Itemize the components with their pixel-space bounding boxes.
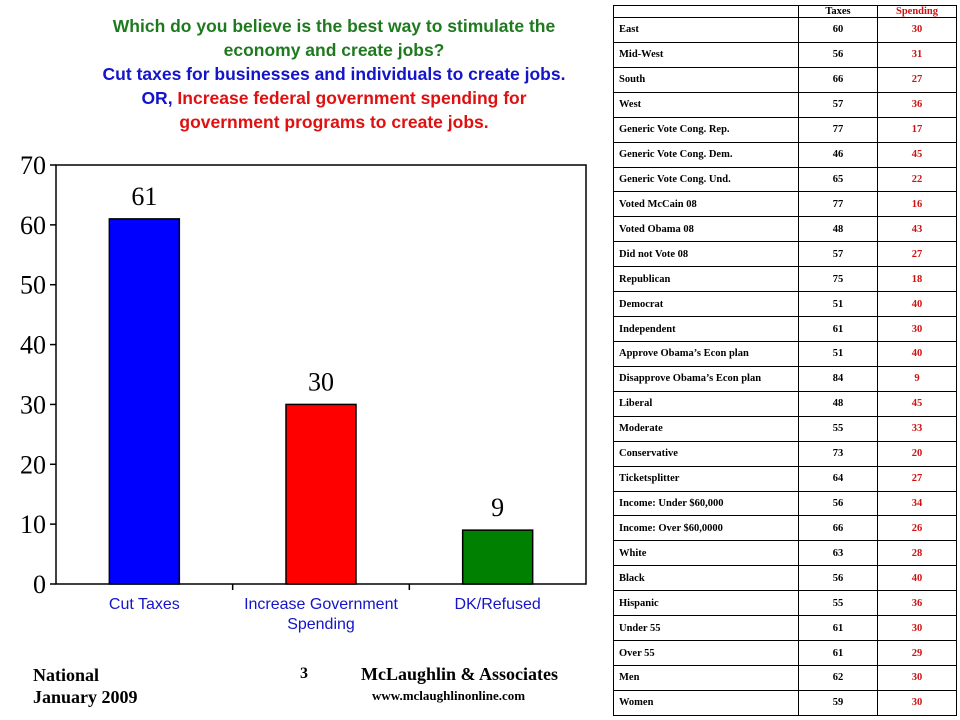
y-tick-label: 50 — [20, 270, 46, 300]
table-row — [614, 516, 957, 541]
taxes-value: 62 — [799, 665, 878, 690]
row-label: White — [614, 541, 799, 566]
table-row — [614, 341, 957, 366]
table-row — [614, 391, 957, 416]
taxes-value: 65 — [799, 167, 878, 192]
row-label: Did not Vote 08 — [614, 242, 799, 267]
taxes-value: 56 — [799, 491, 878, 516]
spending-value: 27 — [878, 67, 957, 92]
table-row — [614, 616, 957, 641]
taxes-value: 64 — [799, 466, 878, 491]
row-label: Approve Obama’s Econ plan — [614, 341, 799, 366]
taxes-value: 77 — [799, 192, 878, 217]
table-row — [614, 466, 957, 491]
spending-value: 27 — [878, 466, 957, 491]
spending-value: 29 — [878, 641, 957, 666]
table-header-blank — [614, 6, 799, 18]
data-label: 30 — [308, 367, 334, 397]
bar-chart — [0, 145, 600, 645]
bar — [109, 219, 179, 584]
spending-value: 45 — [878, 391, 957, 416]
taxes-value: 55 — [799, 591, 878, 616]
spending-value: 36 — [878, 591, 957, 616]
title-question: Which do you believe is the best way to stimulate the economy and create jobs? — [112, 16, 556, 60]
x-tick-label: DK/Refused — [454, 596, 541, 613]
footer-url: www.mclaughlinonline.com — [372, 688, 526, 703]
y-tick-label: 10 — [20, 510, 46, 540]
title-option-a: Cut taxes for businesses and individuals to create jobs. — [102, 64, 566, 84]
page-number: 3 — [300, 665, 308, 682]
spending-value: 22 — [878, 167, 957, 192]
taxes-value: 48 — [799, 217, 878, 242]
spending-value: 40 — [878, 566, 957, 591]
row-label: East — [614, 18, 799, 43]
crosstab-table — [613, 5, 957, 716]
spending-value: 43 — [878, 217, 957, 242]
footer-org: McLaughlin & Associates — [361, 664, 559, 684]
spending-value: 34 — [878, 491, 957, 516]
row-label: Moderate — [614, 416, 799, 441]
row-label: Black — [614, 566, 799, 591]
spending-value: 30 — [878, 317, 957, 342]
row-label: Hispanic — [614, 591, 799, 616]
taxes-value: 48 — [799, 391, 878, 416]
row-label: Democrat — [614, 292, 799, 317]
table-row — [614, 142, 957, 167]
table-row — [614, 416, 957, 441]
row-label: Voted McCain 08 — [614, 192, 799, 217]
row-label: South — [614, 67, 799, 92]
table-row — [614, 317, 957, 342]
y-tick-label: 30 — [20, 390, 46, 420]
row-label: Income: Under $60,000 — [614, 491, 799, 516]
spending-value: 36 — [878, 92, 957, 117]
row-label: Disapprove Obama’s Econ plan — [614, 366, 799, 391]
x-tick-label: Cut Taxes — [108, 596, 180, 613]
table-row — [614, 690, 957, 715]
spending-value: 17 — [878, 117, 957, 142]
taxes-value: 73 — [799, 441, 878, 466]
row-label: Conservative — [614, 441, 799, 466]
spending-value: 30 — [878, 690, 957, 715]
data-label: 61 — [131, 181, 158, 211]
data-label: 9 — [491, 493, 505, 523]
taxes-value: 66 — [799, 67, 878, 92]
table-row — [614, 67, 957, 92]
spending-value: 9 — [878, 366, 957, 391]
taxes-value: 61 — [799, 317, 878, 342]
title-or: OR, — [141, 88, 178, 108]
row-label: Ticketsplitter — [614, 466, 799, 491]
taxes-value: 55 — [799, 416, 878, 441]
row-label: Republican — [614, 267, 799, 292]
bar — [286, 404, 356, 584]
taxes-value: 61 — [799, 641, 878, 666]
footer-date: January 2009 — [33, 687, 138, 707]
spending-value: 40 — [878, 292, 957, 317]
table-row — [614, 292, 957, 317]
x-tick-label: Increase Government — [244, 596, 398, 613]
table-row — [614, 42, 957, 67]
taxes-value: 51 — [799, 292, 878, 317]
table-header-row — [614, 6, 957, 18]
table-row — [614, 665, 957, 690]
taxes-value: 61 — [799, 616, 878, 641]
spending-value: 45 — [878, 142, 957, 167]
row-label: Mid-West — [614, 42, 799, 67]
table-row — [614, 18, 957, 43]
spending-value: 40 — [878, 341, 957, 366]
row-label: Generic Vote Cong. Rep. — [614, 117, 799, 142]
table-row — [614, 366, 957, 391]
taxes-value: 63 — [799, 541, 878, 566]
table-row — [614, 491, 957, 516]
table-header-spending: Spending — [878, 6, 957, 18]
spending-value: 20 — [878, 441, 957, 466]
row-label: Women — [614, 690, 799, 715]
bar — [463, 530, 533, 584]
row-label: Over 55 — [614, 641, 799, 666]
taxes-value: 59 — [799, 690, 878, 715]
taxes-value: 66 — [799, 516, 878, 541]
table-row — [614, 591, 957, 616]
chart-title — [96, 14, 572, 134]
y-tick-label: 70 — [20, 151, 46, 180]
y-tick-label: 40 — [20, 330, 46, 360]
table-row — [614, 541, 957, 566]
row-label: West — [614, 92, 799, 117]
footer-region: National — [33, 665, 100, 685]
taxes-value: 56 — [799, 566, 878, 591]
taxes-value: 57 — [799, 242, 878, 267]
row-label: Under 55 — [614, 616, 799, 641]
spending-value: 16 — [878, 192, 957, 217]
x-tick-label: Spending — [287, 616, 355, 633]
taxes-value: 77 — [799, 117, 878, 142]
row-label: Voted Obama 08 — [614, 217, 799, 242]
spending-value: 30 — [878, 616, 957, 641]
table-header-taxes: Taxes — [799, 6, 878, 18]
table-row — [614, 92, 957, 117]
taxes-value: 57 — [799, 92, 878, 117]
table-row — [614, 192, 957, 217]
spending-value: 30 — [878, 18, 957, 43]
crosstab-table-wrapper — [613, 5, 956, 716]
taxes-value: 46 — [799, 142, 878, 167]
taxes-value: 51 — [799, 341, 878, 366]
y-tick-label: 0 — [33, 570, 46, 599]
spending-value: 18 — [878, 267, 957, 292]
taxes-value: 84 — [799, 366, 878, 391]
row-label: Generic Vote Cong. Und. — [614, 167, 799, 192]
footer-region-date — [33, 664, 138, 708]
row-label: Generic Vote Cong. Dem. — [614, 142, 799, 167]
table-row — [614, 641, 957, 666]
table-row — [614, 167, 957, 192]
row-label: Independent — [614, 317, 799, 342]
row-label: Liberal — [614, 391, 799, 416]
spending-value: 28 — [878, 541, 957, 566]
row-label: Men — [614, 665, 799, 690]
y-tick-label: 20 — [20, 450, 46, 480]
table-row — [614, 217, 957, 242]
table-row — [614, 566, 957, 591]
y-tick-label: 60 — [20, 210, 46, 240]
title-option-b: Increase federal government spending for government programs to create jobs. — [177, 88, 527, 132]
table-row — [614, 441, 957, 466]
taxes-value: 75 — [799, 267, 878, 292]
table-row — [614, 117, 957, 142]
spending-value: 30 — [878, 665, 957, 690]
table-row — [614, 242, 957, 267]
spending-value: 31 — [878, 42, 957, 67]
table-row — [614, 267, 957, 292]
taxes-value: 56 — [799, 42, 878, 67]
row-label: Income: Over $60,0000 — [614, 516, 799, 541]
spending-value: 26 — [878, 516, 957, 541]
spending-value: 33 — [878, 416, 957, 441]
taxes-value: 60 — [799, 18, 878, 43]
spending-value: 27 — [878, 242, 957, 267]
